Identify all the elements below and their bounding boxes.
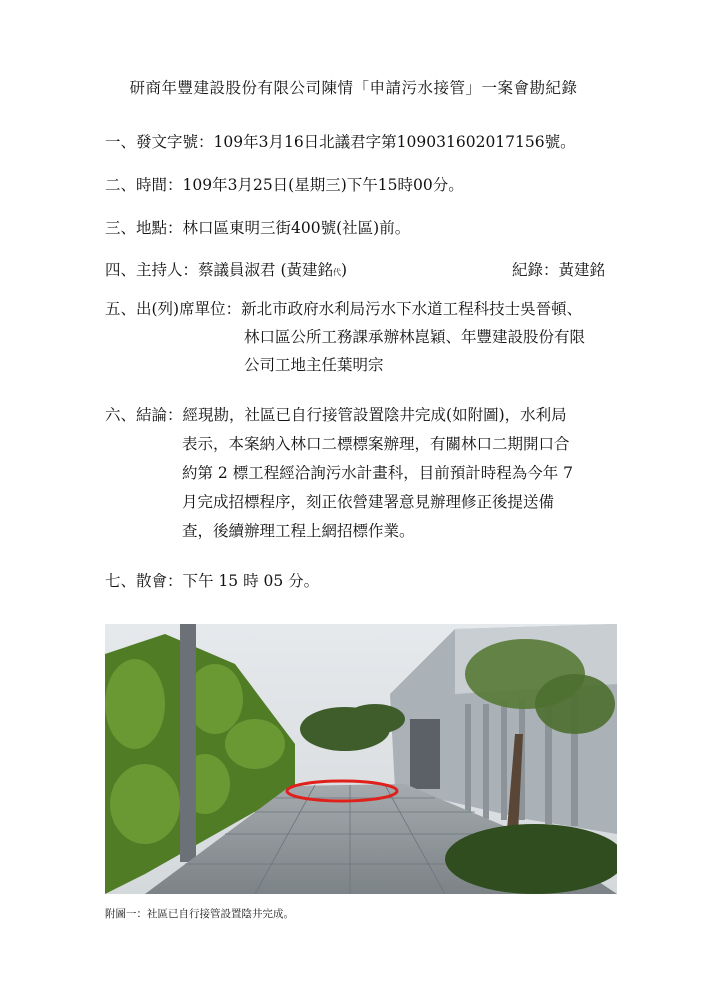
doorway (410, 719, 440, 789)
conclusion-line: 經現勘，社區已自行接管設置陰井完成(如附圖)，水利局 (182, 406, 567, 424)
lamp-pole (180, 624, 196, 862)
item-label: 四、主持人： (105, 261, 199, 279)
item-value: 下午 15 時 05 分。 (182, 572, 320, 590)
proxy-mark: 代 (333, 268, 341, 277)
item-place (105, 213, 410, 244)
item-value: 109年3月25日(星期三)下午15時00分。 (182, 176, 464, 194)
conclusion-line: 約第 2 標工程經洽詢污水計畫科，目前預計時程為今年 7 (182, 464, 574, 482)
item-label: 六、結論： (105, 406, 183, 424)
site-photo-illustration (105, 624, 617, 894)
site-photo (105, 624, 617, 894)
item-time (105, 170, 464, 201)
item-value: 蔡議員淑君 (黃建銘 (198, 261, 333, 279)
item-doc-number (105, 127, 576, 158)
conclusion-line: 月完成招標程序，刻正依營建署意見辦理修正後提送備 (182, 493, 555, 511)
photo-caption: 附圖一：社區已自行接管設置陰井完成。 (105, 908, 294, 920)
item-adjourn (105, 566, 319, 597)
attendee-line: 公司工地主任葉明宗 (244, 356, 384, 374)
item-value: 109年3月16日北議君字第109031602017156號。 (213, 133, 576, 151)
item-value: 林口區東明三街400號(社區)前。 (182, 219, 411, 237)
item-label: 二、時間： (105, 176, 183, 194)
item-label: 三、地點： (105, 219, 183, 237)
shrubs (445, 824, 617, 894)
attendee-line: 新北市政府水利局污水下水道工程科技士吳晉頓、 (241, 300, 583, 318)
item-label: 七、散會： (105, 572, 183, 590)
conclusion-line: 表示，本案納入林口二標標案辦理，有關林口二期開口合 (182, 435, 570, 453)
item-host (105, 255, 347, 288)
item-attendees (105, 294, 582, 325)
item-conclusion (105, 400, 567, 431)
recorder: 紀錄：黃建銘 (512, 261, 606, 279)
item-close: ) (341, 261, 348, 279)
item-label: 五、出(列)席單位： (105, 300, 242, 318)
item-label: 一、發文字號： (105, 133, 214, 151)
conclusion-line: 查，後續辦理工程上網招標作業。 (182, 522, 415, 540)
attendee-line: 林口區公所工務課承辦林崑穎、年豐建設股份有限 (244, 328, 586, 346)
document-title: 研商年豐建設股份有限公司陳情「申請污水接管」一案會勘紀錄 (129, 79, 578, 97)
